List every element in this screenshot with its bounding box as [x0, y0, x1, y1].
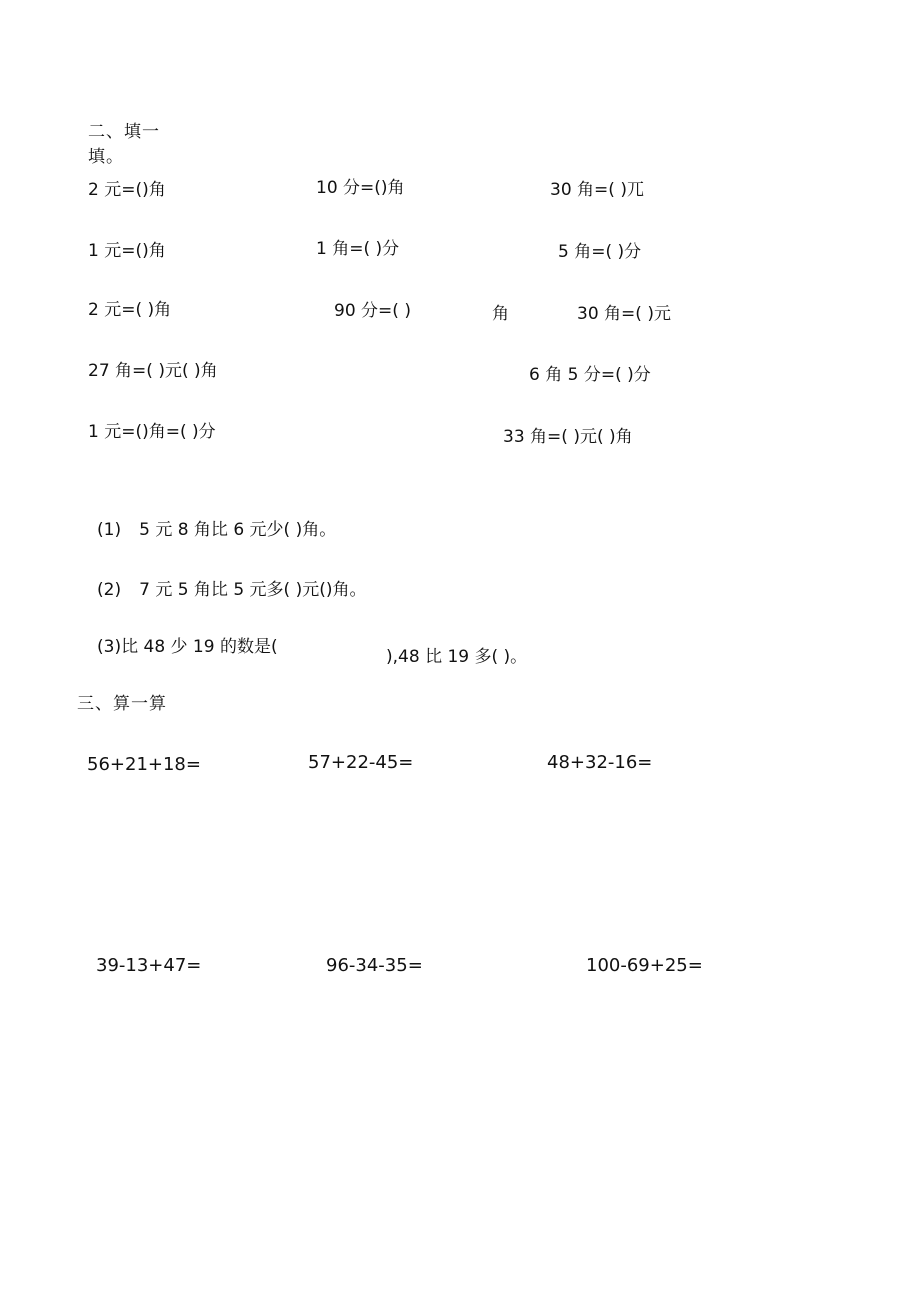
- fill-item: 1 角=( )分: [316, 239, 400, 259]
- question-number: (2): [97, 580, 122, 600]
- fill-item: 10 分=()角: [316, 178, 405, 198]
- calc-problem: 56+21+18=: [87, 754, 201, 775]
- fill-item: 角: [492, 304, 509, 324]
- fill-item: 5 角=( )分: [558, 242, 642, 262]
- fill-item: 30 角=( )兀: [550, 180, 644, 200]
- fill-item: 1 元=()角=( )分: [88, 422, 216, 442]
- question-3: [97, 637, 278, 657]
- section-2-heading-line1: 二、填一: [88, 122, 160, 142]
- section-3-heading: 三、算一算: [77, 694, 167, 714]
- fill-item: 30 角=( )元: [577, 304, 671, 324]
- calc-problem: 48+32-16=: [547, 752, 653, 773]
- calc-problem: 96-34-35=: [326, 955, 423, 976]
- fill-item: 1 元=()角: [88, 241, 166, 261]
- calc-problem: 39-13+47=: [96, 955, 202, 976]
- question-2: [97, 580, 367, 600]
- question-text-a: 比 48 少 19 的数是(: [121, 637, 278, 657]
- fill-item: 6 角 5 分=( )分: [529, 365, 651, 385]
- fill-item: 2 元=( )角: [88, 300, 172, 320]
- fill-item: 90 分=( ): [334, 301, 411, 321]
- calc-problem: 100-69+25=: [586, 955, 703, 976]
- question-1: [97, 520, 336, 540]
- question-number: (1): [97, 520, 122, 540]
- question-text: 5 元 8 角比 6 元少( )角。: [139, 520, 337, 540]
- question-3-continued: ),48 比 19 多( )。: [386, 647, 528, 667]
- fill-item: 33 角=( )元( )角: [503, 427, 633, 447]
- fill-item: 27 角=( )元( )角: [88, 361, 218, 381]
- section-2-heading-line2: 填。: [88, 147, 124, 167]
- question-text: 7 元 5 角比 5 元多( )元()角。: [139, 580, 367, 600]
- calc-problem: 57+22-45=: [308, 752, 414, 773]
- fill-item: 2 元=()角: [88, 180, 166, 200]
- question-number: (3): [97, 637, 122, 657]
